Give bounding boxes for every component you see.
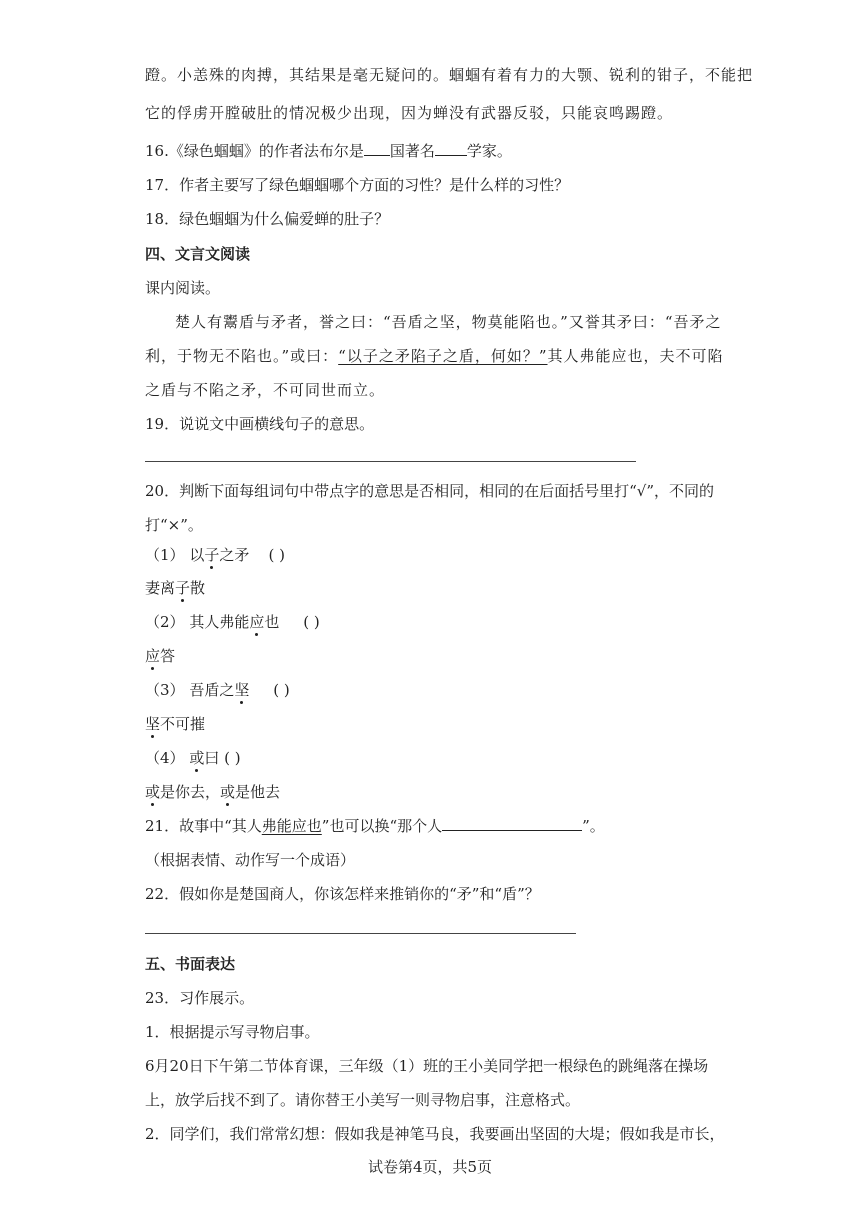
- question-20-line-1: 20．判断下面每组词句中带点字的意思是否相同，相同的在后面括号里打“√”，不同的: [145, 482, 714, 500]
- passage-line-1: 蹬。小恙殊的肉搏，其结果是毫无疑问的。蝈蝈有着有力的大颚、锐利的钳子，不能把: [145, 66, 754, 84]
- answer-blank[interactable]: [364, 141, 390, 156]
- q20-item-2: （2） 其人弗能应也 ( ): [145, 613, 320, 631]
- classical-line-1: 楚人有鬻盾与矛者，誉之曰：“吾盾之坚，物莫能陷也。”又誉其矛曰：“吾矛之: [175, 313, 722, 331]
- page-footer: 试卷第4页，共5页: [367, 1158, 493, 1176]
- answer-paren[interactable]: ( ): [273, 681, 290, 699]
- passage-line-2: 它的俘虏开膛破肚的情况极少出现，因为蝉没有武器反驳，只能哀鸣踢蹬。: [145, 104, 674, 122]
- answer-line[interactable]: [145, 933, 576, 934]
- q20-word-2: 应答: [145, 647, 176, 665]
- answer-paren[interactable]: ( ): [303, 613, 320, 631]
- question-20-line-2: 打“×”。: [145, 516, 203, 534]
- classical-line-2: 利，于物无不陷也。”或曰：“以子之矛陷子之盾，何如？”其人弗能应也，夫不可陷: [145, 347, 724, 365]
- underlined-sentence: “以子之矛陷子之盾，何如？”: [338, 347, 548, 365]
- question-23: 23．习作展示。: [145, 989, 255, 1007]
- q20-item-3: （3） 吾盾之坚 ( ): [145, 681, 290, 699]
- q20-item-1: （1） 以子之矛 ( ): [145, 546, 285, 564]
- answer-paren[interactable]: ( ): [224, 749, 241, 767]
- answer-paren[interactable]: ( ): [268, 546, 285, 564]
- section-4-intro: 课内阅读。: [145, 279, 221, 297]
- section-4-title: 四、文言文阅读: [145, 245, 251, 263]
- question-17: 17．作者主要写了绿色蝈蝈哪个方面的习性？是什么样的习性？: [145, 176, 570, 194]
- question-18: 18．绿色蝈蝈为什么偏爱蝉的肚子？: [145, 210, 390, 228]
- section-5-title: 五、书面表达: [145, 955, 236, 973]
- q20-item-4: （4） 或曰 ( ): [145, 749, 241, 767]
- question-21: 21．故事中“其人弗能应也”也可以换“那个人 ”。: [145, 817, 605, 835]
- q20-word-3: 坚不可摧: [145, 715, 206, 733]
- question-21-note: （根据表情、动作写一个成语）: [145, 851, 356, 869]
- question-16: 16.《绿色蝈蝈》的作者法布尔是 国著名 学家。: [145, 142, 512, 160]
- q20-word-1: 妻离子散: [145, 579, 206, 597]
- answer-blank[interactable]: [442, 816, 582, 831]
- question-23-part-1-line-2: 上，放学后找不到了。请你替王小美写一则寻物启事，注意格式。: [145, 1091, 581, 1109]
- question-23-part-1: 1．根据提示写寻物启事。: [145, 1023, 320, 1041]
- question-22: 22．假如你是楚国商人，你该怎样来推销你的“矛”和“盾”？: [145, 885, 540, 903]
- classical-line-3: 之盾与不陷之矛，不可同世而立。: [145, 381, 386, 399]
- question-19: 19．说说文中画横线句子的意思。: [145, 415, 375, 433]
- question-23-part-2: 2．同学们，我们常常幻想：假如我是神笔马良，我要画出坚固的大堤；假如我是市长，: [145, 1125, 725, 1143]
- answer-blank[interactable]: [435, 141, 467, 156]
- question-23-part-1-line-1: 6月20日下午第二节体育课，三年级（1）班的王小美同学把一根绿色的跳绳落在操场: [145, 1057, 709, 1075]
- q20-word-4: 或是你去，或是他去: [145, 783, 281, 801]
- answer-line[interactable]: [145, 461, 636, 462]
